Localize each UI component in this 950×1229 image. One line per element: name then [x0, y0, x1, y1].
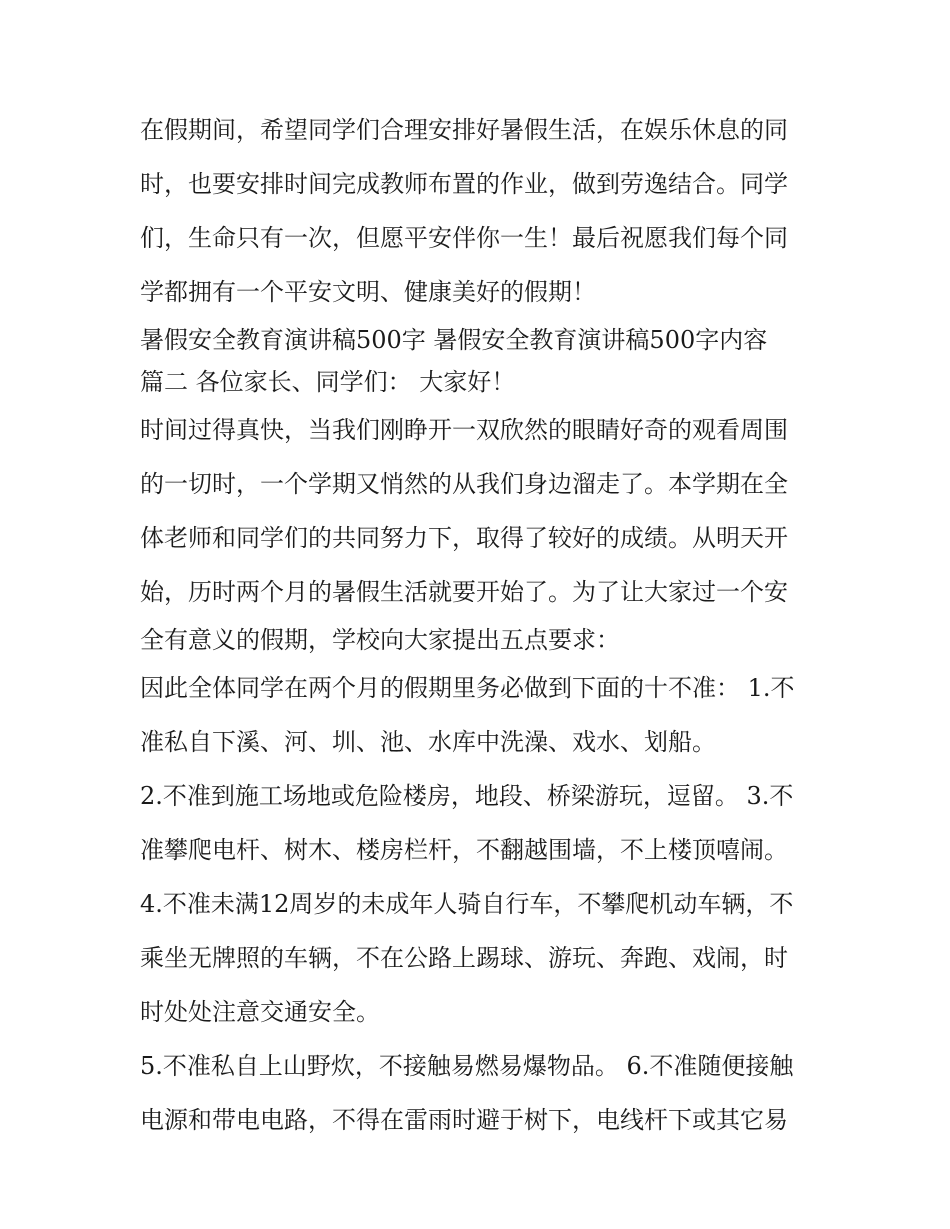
- text-line: 5.不准私自上山野炊，不接触易燃易爆物品。 6.不准随便接触: [140, 1052, 794, 1080]
- text-line: 的一切时，一个学期又悄然的从我们身边溜走了。本学期在全: [140, 470, 788, 498]
- text-line: 始，历时两个月的暑假生活就要开始了。为了让大家过一个安: [140, 578, 788, 606]
- text-line: 暑假安全教育演讲稿500字 暑假安全教育演讲稿500字内容: [140, 326, 768, 354]
- text-line: 时处处注意交通安全。: [140, 998, 380, 1026]
- text-line: 准攀爬电杆、树木、楼房栏杆，不翻越围墙，不上楼顶嘻闹。: [140, 836, 788, 864]
- text-line: 全有意义的假期，学校向大家提出五点要求：: [140, 626, 620, 654]
- document-body: [140, 103, 812, 1147]
- text-line: 电源和带电电路，不得在雷雨时避于树下，电线杆下或其它易: [140, 1106, 788, 1134]
- text-line: 时间过得真快，当我们刚睁开一双欣然的眼睛好奇的观看周围: [140, 416, 788, 444]
- text-line: 们，生命只有一次，但愿平安伴你一生！最后祝愿我们每个同: [140, 224, 788, 252]
- text-line: 篇二 各位家长、同学们： 大家好！: [140, 368, 516, 396]
- text-line: 因此全体同学在两个月的假期里务必做到下面的十不准： 1.不: [140, 674, 795, 702]
- text-line: 4.不准未满12周岁的未成年人骑自行车，不攀爬机动车辆，不: [140, 890, 794, 918]
- text-line: 学都拥有一个平安文明、健康美好的假期！: [140, 278, 596, 306]
- text-line: 准私自下溪、河、圳、池、水库中洗澡、戏水、划船。: [140, 728, 716, 756]
- text-line: 在假期间，希望同学们合理安排好暑假生活，在娱乐休息的同: [140, 116, 788, 144]
- text-line: 体老师和同学们的共同努力下，取得了较好的成绩。从明天开: [140, 524, 788, 552]
- text-line: 时，也要安排时间完成教师布置的作业，做到劳逸结合。同学: [140, 170, 788, 198]
- text-line: 2.不准到施工场地或危险楼房，地段、桥梁游玩，逗留。 3.不: [140, 782, 794, 810]
- text-line: 乘坐无牌照的车辆，不在公路上踢球、游玩、奔跑、戏闹，时: [140, 944, 788, 972]
